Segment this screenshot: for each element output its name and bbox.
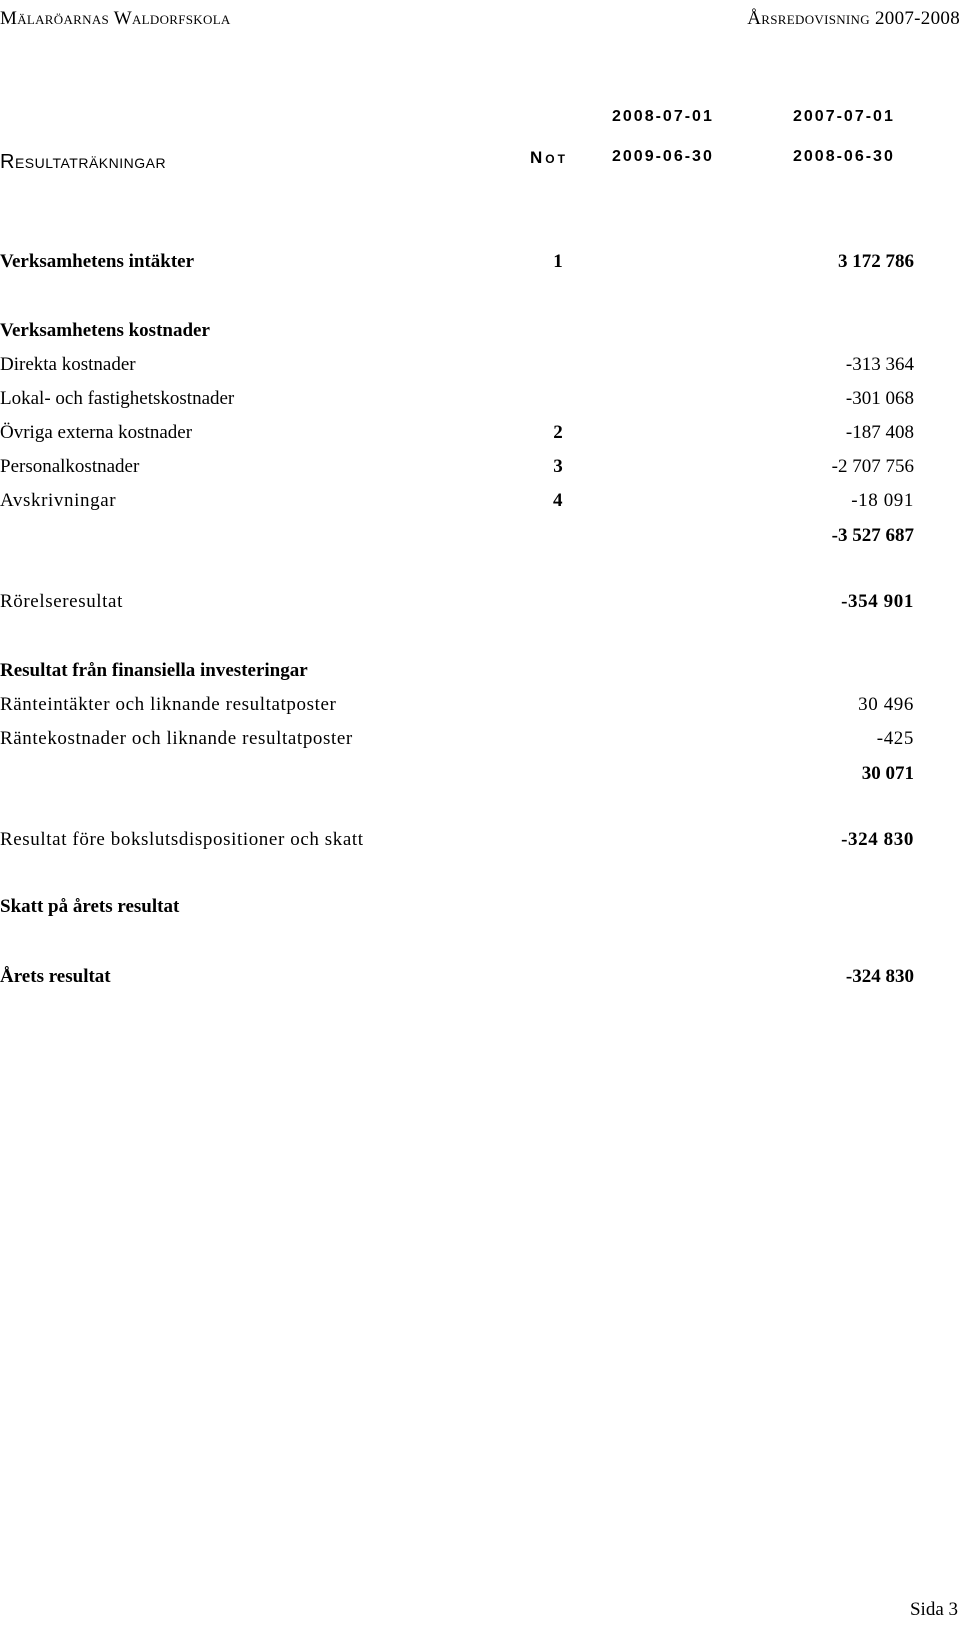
period-prior-end: 2008-06-30 <box>793 148 895 165</box>
row-label: Resultat före bokslutsdispositioner och skatt <box>0 829 364 850</box>
row-amount: 30 071 <box>861 763 914 784</box>
row-note: 1 <box>553 251 563 272</box>
row-amount: -324 830 <box>841 829 914 850</box>
row-other-external-costs <box>0 420 928 446</box>
row-financial-subtotal <box>0 761 928 787</box>
row-note: 3 <box>553 456 563 477</box>
row-revenue <box>0 249 928 275</box>
row-amount: 30 496 <box>858 694 914 715</box>
row-personnel-costs <box>0 454 928 480</box>
row-label: Personalkostnader <box>0 456 140 477</box>
row-direct-costs <box>0 352 928 378</box>
row-amount: -2 707 756 <box>831 456 914 477</box>
row-label: Verksamhetens kostnader <box>0 320 210 341</box>
row-interest-expense <box>0 726 928 752</box>
row-amount: 3 172 786 <box>838 251 914 272</box>
period-prior-start: 2007-07-01 <box>793 108 895 125</box>
row-amount: -324 830 <box>845 966 914 987</box>
row-label: Resultat från finansiella investeringar <box>0 660 308 681</box>
row-label: Årets resultat <box>0 966 111 987</box>
row-interest-income <box>0 692 928 718</box>
row-label: Avskrivningar <box>0 490 117 511</box>
row-label: Räntekostnader och liknande resultatposter <box>0 728 353 749</box>
document-header-org: Mälaröarnas Waldorfskola <box>0 8 231 29</box>
row-amount: -187 408 <box>845 422 914 443</box>
row-label: Skatt på årets resultat <box>0 896 180 917</box>
page-number: Sida 3 <box>909 1599 958 1620</box>
row-label: Ränteintäkter och liknande resultatposter <box>0 694 337 715</box>
row-label: Rörelseresultat <box>0 591 123 612</box>
row-label: Verksamhetens intäkter <box>0 251 195 272</box>
row-costs-heading <box>0 318 928 344</box>
statement-title: Resultaträkningar <box>0 151 167 173</box>
row-premises-costs <box>0 386 928 412</box>
period-current-end: 2009-06-30 <box>612 148 714 165</box>
row-tax <box>0 894 928 920</box>
note-column-label: Not <box>530 148 568 167</box>
row-label: Övriga externa kostnader <box>0 422 193 443</box>
row-amount: -301 068 <box>845 388 914 409</box>
row-note: 2 <box>553 422 563 443</box>
row-label: Lokal- och fastighetskostnader <box>0 388 235 409</box>
row-label: Direkta kostnader <box>0 354 136 375</box>
row-financial-heading <box>0 658 928 684</box>
row-amount: -18 091 <box>851 490 914 511</box>
row-amount: -313 364 <box>845 354 914 375</box>
row-result-before-tax <box>0 827 928 853</box>
period-current-start: 2008-07-01 <box>612 108 714 125</box>
row-amount: -3 527 687 <box>831 525 914 546</box>
row-amount: -354 901 <box>841 591 914 612</box>
row-operating-result <box>0 589 928 615</box>
row-note: 4 <box>552 490 564 511</box>
row-depreciation <box>0 488 928 514</box>
document-header-title: Årsredovisning 2007-2008 <box>747 8 960 29</box>
row-amount: -425 <box>876 728 914 749</box>
row-costs-subtotal <box>0 523 928 549</box>
row-net-result <box>0 964 928 990</box>
